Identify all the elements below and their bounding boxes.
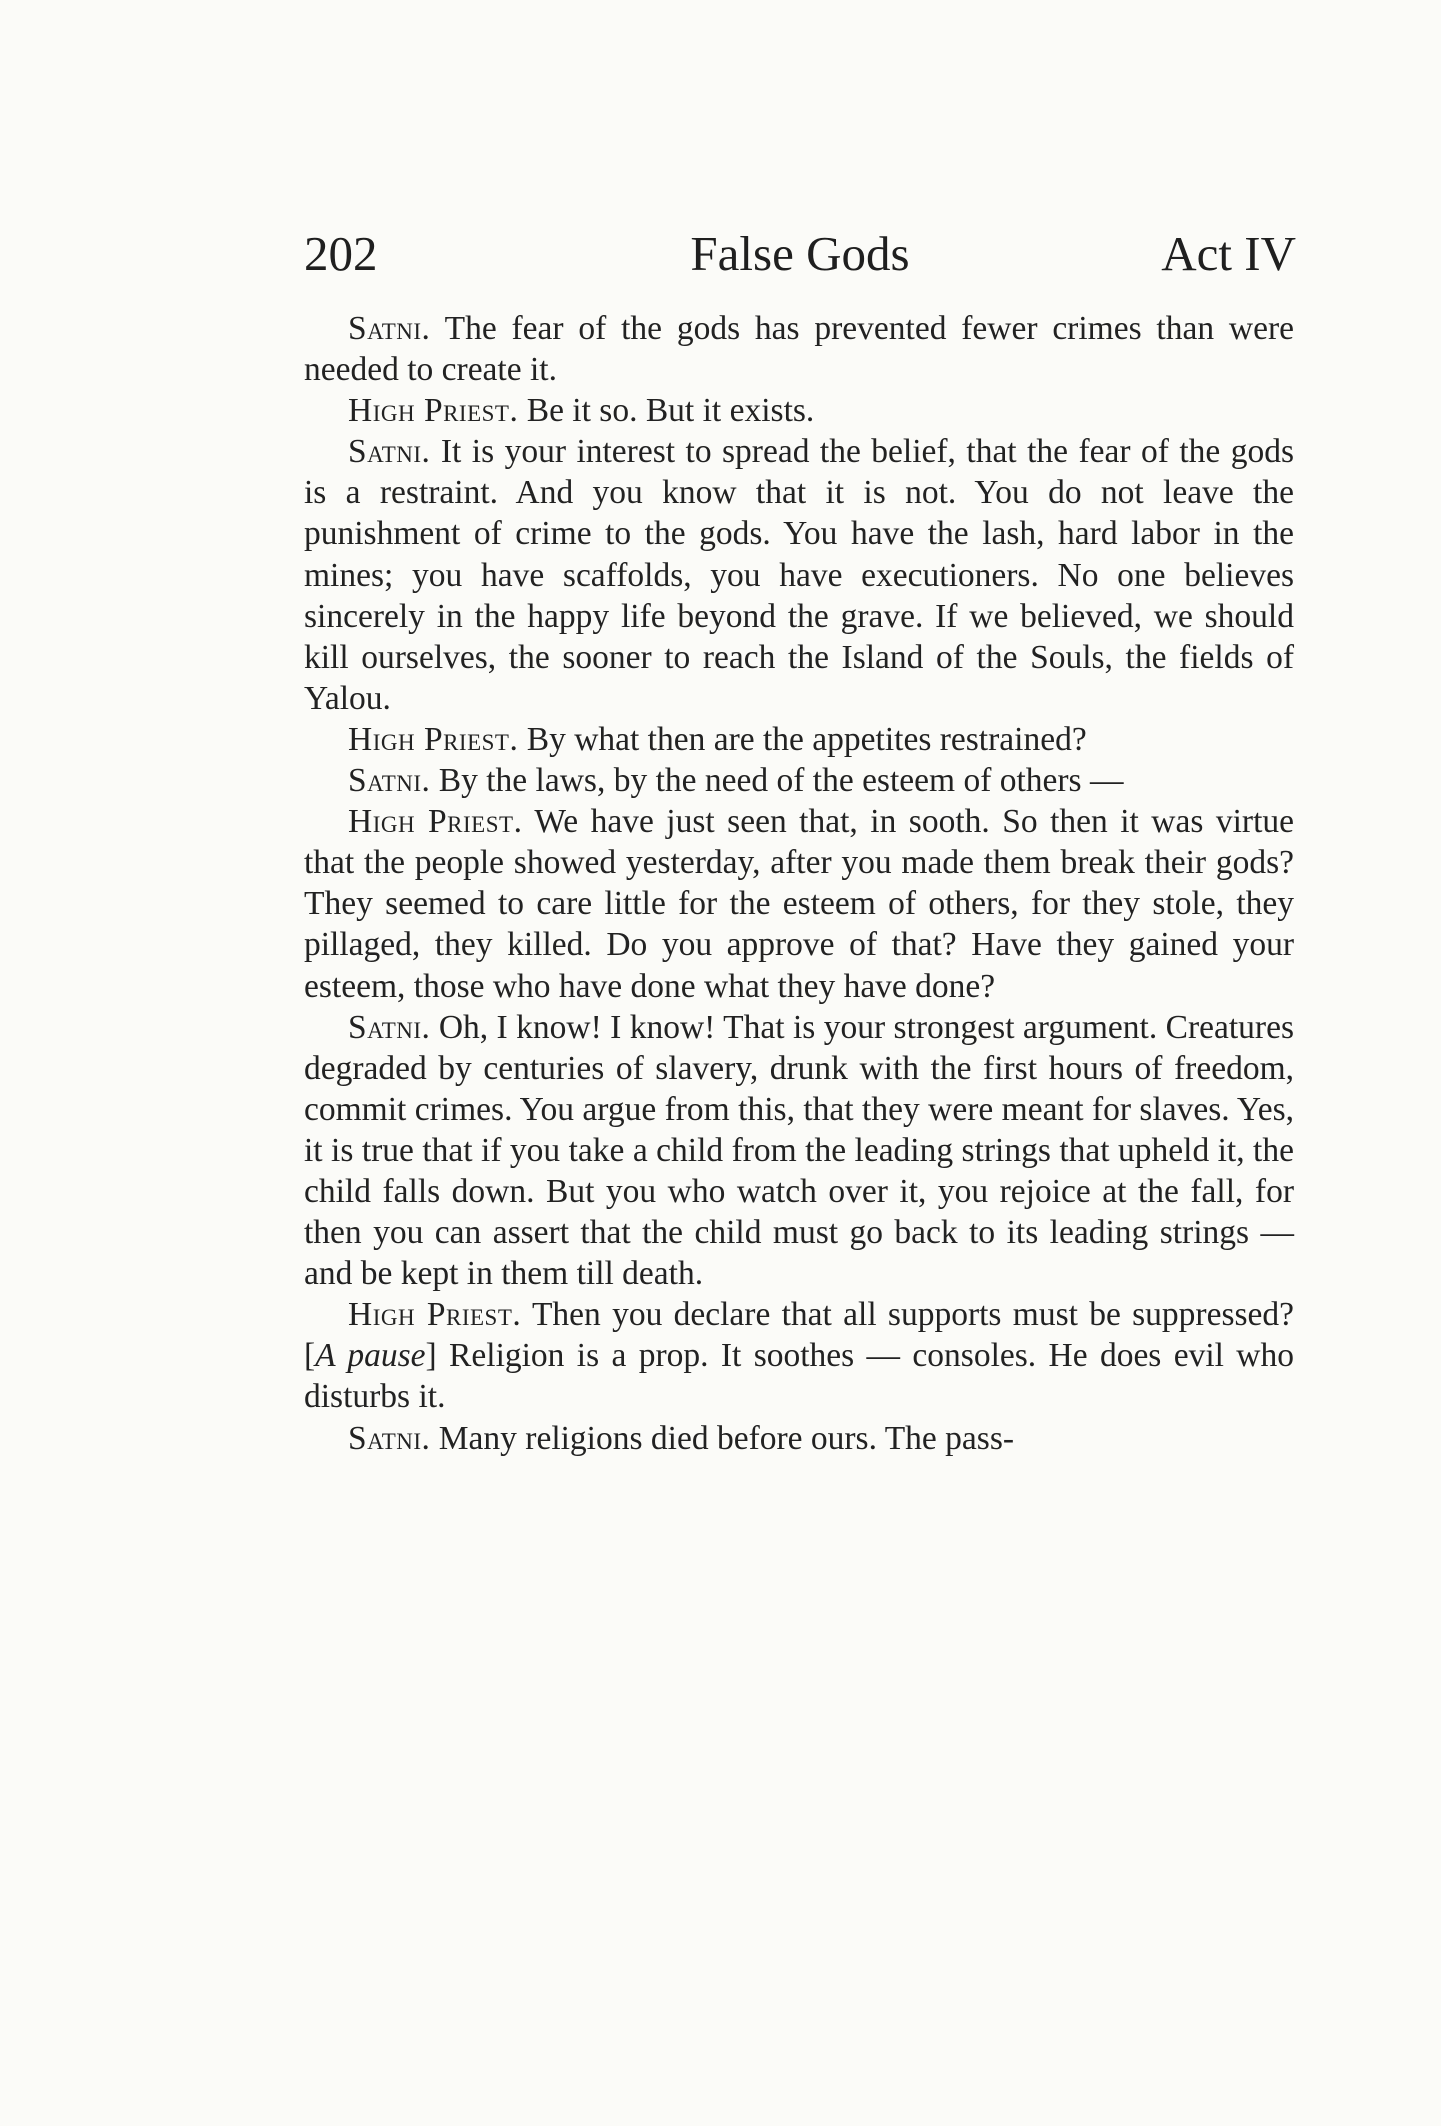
speech-paragraph <box>304 801 1294 1006</box>
speaker-name: High Priest. <box>348 392 519 430</box>
speech-text-part: Then you declare that all supports must be suppressed? [ <box>304 1296 1294 1375</box>
speech-paragraph <box>304 760 1294 801</box>
speech-text-part: ] Religion is a prop. It soothes — consoles. He does evil who disturbs it. <box>304 1337 1294 1416</box>
speech-paragraph <box>304 1294 1294 1417</box>
page-number: 202 <box>304 226 378 281</box>
speaker-name: Satni. <box>348 1419 431 1457</box>
speaker-name: High Priest. <box>348 1296 522 1334</box>
speaker-name: Satni. <box>348 1008 431 1046</box>
act-label: Act IV <box>1161 226 1296 281</box>
speech-text: The fear of the gods has prevented fewer crimes than were needed to create it. <box>304 310 1294 389</box>
speaker-name: High Priest. <box>348 720 519 758</box>
speech-text: Many religions died before ours. The pass- <box>438 1419 1015 1457</box>
speaker-name: Satni. <box>348 433 431 471</box>
running-head <box>304 222 1296 286</box>
speech-text: Be it so. But it exists. <box>526 392 815 430</box>
speech-paragraph <box>304 308 1294 390</box>
speech-text: By the laws, by the need of the esteem of others — <box>438 762 1124 800</box>
speech-text: We have just seen that, in sooth. So then it was virtue that the people showed yesterday, after you made them break their gods? They seemed to care little for the esteem of others, for they stole, they pillaged, they killed. Do you approve of that? Have they gained your esteem, those who have done what they have done? <box>304 803 1295 1005</box>
speech-paragraph <box>304 390 1294 431</box>
speaker-name: High Priest. <box>348 803 523 841</box>
stage-direction: A pause <box>315 1337 426 1375</box>
speaker-name: Satni. <box>348 310 431 347</box>
book-title: False Gods <box>690 226 910 281</box>
speech-paragraph <box>304 1007 1294 1295</box>
speech-paragraph <box>304 719 1294 760</box>
speech-text: By what then are the appetites restrained? <box>526 720 1087 758</box>
speech-text: It is your interest to spread the belief, that the fear of the gods is a restraint. And you know that it is not. You do not leave the punishment of crime to the gods. You have the lash, hard labor in the mines; you have scaffolds, you have executioners. No one believes sincerely in the happy life beyond the grave. If we believed, we should kill ourselves, the sooner to reach the Island of the Souls, the fields of Yalou. <box>304 433 1294 717</box>
speech-paragraph <box>304 1418 1294 1459</box>
speaker-name: Satni. <box>348 762 431 800</box>
speech-text: Oh, I know! I know! That is your strongest argument. Creatures degraded by centuries of slavery, drunk with the first hours of freedom, commit crimes. You argue from this, that they were meant for slaves. Yes, it is true that if you take a child from the leading strings that upheld it, the child falls down. But you who watch over it, you rejoice at the fall, for then you can assert that the child must go back to its leading strings — and be kept in them till death. <box>304 1008 1294 1293</box>
speech-paragraph <box>304 431 1294 719</box>
dialogue-text <box>304 308 1294 1459</box>
